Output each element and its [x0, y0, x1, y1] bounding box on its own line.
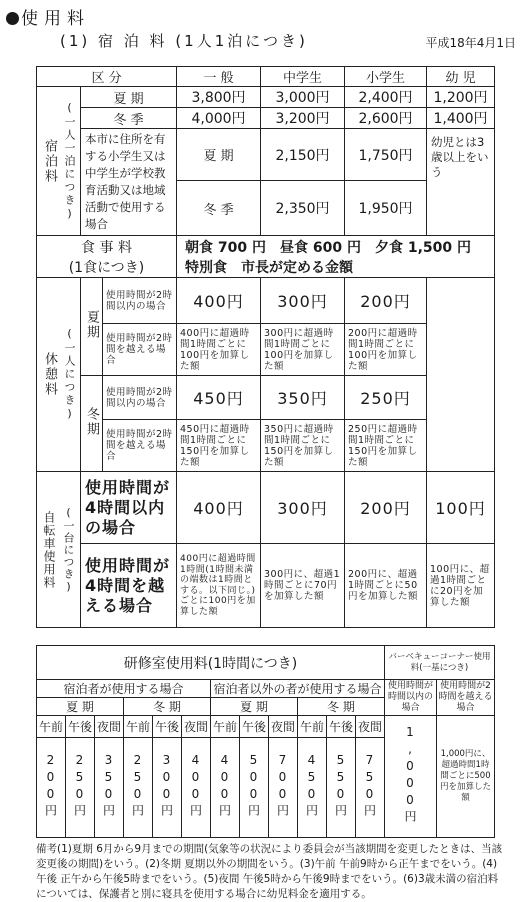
school-summer-elementary: 1,750円 [345, 129, 427, 181]
rest-summer-within-junior: 300円 [261, 278, 345, 324]
rest-winter-within-junior: 350円 [261, 376, 345, 420]
fee-lodger-winter-night: 400円 [182, 738, 211, 838]
rest-summer-over-general: 400円に超過時間1時間ごとに100円を加算した額 [177, 324, 261, 376]
period-am-4: 午前 [298, 716, 327, 738]
rest-winter-over-elementary: 250円に超過時間1時間ごとに150円を加算した額 [345, 420, 427, 472]
header-infant: 幼 児 [427, 67, 495, 87]
effective-date: 平成18年4月1日 [425, 36, 516, 50]
bike-within-elementary: 200円 [345, 472, 427, 544]
rest-within-label: 使用時間が2時間以内の場合 [103, 278, 177, 324]
period-am-1: 午前 [37, 716, 66, 738]
period-night-4: 夜間 [356, 716, 385, 738]
lodging-summer-general: 3,800円 [177, 87, 261, 108]
school-summer-label: 夏 期 [177, 129, 261, 181]
bike-over-general: 400円に超過時間1時間(1時間未満の端数は1時間とする。以下同じ。)ごとに100円を加算した額 [177, 544, 261, 628]
rest-winter-within-elementary: 250円 [345, 376, 427, 420]
fee-lodger-summer-am: 200円 [37, 738, 66, 838]
bbq-value: 1,000円 [385, 716, 437, 838]
fee-nonlodger-winter-am: 450円 [298, 738, 327, 838]
training-title: 研修室使用料(1時間につき) [37, 646, 385, 680]
summer-label: 夏 期 [81, 87, 177, 108]
bbq-within-header: 使用時間が時間以内の場合 [385, 680, 437, 716]
bullet-icon [6, 12, 19, 25]
period-pm-3: 午後 [240, 716, 269, 738]
rest-summer-over-elementary: 200円に超過時間1時間ごとに100円を加算した額 [345, 324, 427, 376]
rest-over-label: 使用時間が2時間を越える場合 [103, 324, 177, 376]
fee-nonlodger-summer-pm: 500円 [240, 738, 269, 838]
meal-label-cell [37, 236, 177, 278]
remarks: 備考(1)夏期 6月から9月までの期間(気象等の状況により委員会が当該期間を変更したときは、当該変更後の期間)をいう。(2)冬期 夏期以外の期間をいう。(3)午前 午前9時から正午までをいう。(4)午後 正午から午後5時までをいう。(5)夜間 午後5時から午後9時までをいう。(6)3歳未満の宿泊料については、保護者と別に寝具を使用する場合に幼児料金を適用する。 [36, 843, 503, 900]
fee-lodger-summer-night: 350円 [95, 738, 124, 838]
bike-side-text: 自転車使用料 [42, 510, 56, 589]
page-title [6, 4, 90, 29]
period-night-1: 夜間 [95, 716, 124, 738]
fee-nonlodger-winter-pm: 550円 [327, 738, 356, 838]
bike-within-general: 400円 [177, 472, 261, 544]
bike-over-elementary: 200円に、超過1時間ごとに50円を加算した額 [345, 544, 427, 628]
meal-prices-cell [177, 236, 495, 278]
bike-within-junior: 300円 [261, 472, 345, 544]
meal-label: 食 事 料 [81, 239, 132, 256]
fee-nonlodger-summer-night: 700円 [269, 738, 298, 838]
lodging-summer-junior: 3,000円 [261, 87, 345, 108]
rest-winter-within-label: 使用時間が2時間以内の場合 [103, 376, 177, 420]
rest-winter-over-junior: 350円に超過時間1時間ごとに150円を加算した額 [261, 420, 345, 472]
rest-summer-label: 夏期 [81, 278, 103, 376]
bbq-title: バーベキューコーナー使用料(一基につき) [385, 646, 495, 680]
rest-summer-within-general: 400円 [177, 278, 261, 324]
bike-within-label: 使用時間が4時間以内の場合 [81, 472, 177, 544]
non-lodgers-header: 宿泊者以外の者が使用する場合 [211, 680, 385, 698]
school-activity-label: 本市に住所を有する小学生又は中学生が学校教育活動又は地域活動で使用する場合 [81, 129, 177, 236]
period-am-2: 午前 [124, 716, 153, 738]
fee-lodger-winter-pm: 300円 [153, 738, 182, 838]
period-night-3: 夜間 [269, 716, 298, 738]
header-general: 一 般 [177, 67, 261, 87]
rest-winter-within-general: 450円 [177, 376, 261, 420]
rest-winter-label: 冬期 [81, 376, 103, 472]
fee-lodger-winter-am: 250円 [124, 738, 153, 838]
rest-side-text: 休憩料 [42, 352, 57, 397]
meal-label-sub: (1食につき) [68, 259, 145, 276]
school-summer-junior: 2,150円 [261, 129, 345, 181]
period-am-3: 午前 [211, 716, 240, 738]
school-winter-junior: 2,350円 [261, 181, 345, 236]
winter-label: 冬 季 [81, 108, 177, 129]
lodging-side-sub: (一人一泊につき) [63, 100, 76, 222]
period-night-2: 夜間 [182, 716, 211, 738]
lodging-winter-infant: 1,400円 [427, 108, 495, 129]
bike-over-junior: 300円に、超過1時間ごとに70円を加算した額 [261, 544, 345, 628]
school-winter-elementary: 1,950円 [345, 181, 427, 236]
rest-infant-empty [427, 278, 495, 472]
fee-nonlodger-summer-am: 400円 [211, 738, 240, 838]
lodging-winter-general: 4,000円 [177, 108, 261, 129]
rest-side-sub: (一人につき) [63, 327, 76, 422]
training-room-table [36, 645, 495, 838]
lodgers-header: 宿泊者が使用する場合 [37, 680, 211, 698]
period-pm-4: 午後 [327, 716, 356, 738]
rest-side-label [37, 278, 81, 472]
lodging-winter-elementary: 2,600円 [345, 108, 427, 129]
school-winter-label: 冬 季 [177, 181, 261, 236]
meal-prices-line1: 朝食 700 円 昼食 600 円 夕食 1,500 円 [185, 239, 471, 256]
period-pm-2: 午後 [153, 716, 182, 738]
lodging-winter-junior: 3,200円 [261, 108, 345, 129]
bike-over-label: 使用時間が4時間を越える場合 [81, 544, 177, 628]
fee-lodger-summer-pm: 250円 [66, 738, 95, 838]
fee-table [36, 66, 495, 628]
non-lodgers-winter: 冬 期 [298, 698, 385, 716]
lodgers-summer: 夏 期 [37, 698, 124, 716]
fee-nonlodger-winter-night: 750円 [356, 738, 385, 838]
period-pm-1: 午後 [66, 716, 95, 738]
bike-side-label [37, 472, 81, 628]
bbq-over-value: 1,000円に、超過時間1時間ごとに500円を加算した額 [437, 716, 495, 838]
header-category: 区 分 [37, 67, 177, 87]
infant-definition-note: 幼児とは3歳以上をいう [427, 129, 495, 236]
rest-winter-over-label: 使用時間が2時間を越える場合 [103, 420, 177, 472]
lodging-side-text: 宿泊料 [42, 138, 57, 184]
lodgers-winter: 冬 期 [124, 698, 211, 716]
bike-over-infant: 100円に、超過1時間ごとに20円を加算した額 [427, 544, 495, 628]
bike-within-infant: 100円 [427, 472, 495, 544]
meal-prices-line2: 特別食 市長が定める金額 [185, 259, 354, 276]
lodging-subtitle: (1) 宿 泊 料 (1人1泊につき) [60, 32, 308, 50]
bbq-over-header: 使用時間が2時間を越える場合 [437, 680, 495, 716]
header-junior-high: 中学生 [261, 67, 345, 87]
non-lodgers-summer: 夏 期 [211, 698, 298, 716]
bike-side-sub: (一台につき) [62, 505, 75, 594]
lodging-summer-elementary: 2,400円 [345, 87, 427, 108]
rest-winter-over-general: 450円に超過時間1時間ごとに150円を加算した額 [177, 420, 261, 472]
rest-summer-within-elementary: 200円 [345, 278, 427, 324]
lodging-summer-infant: 1,200円 [427, 87, 495, 108]
header-elementary: 小学生 [345, 67, 427, 87]
rest-summer-over-junior: 300円に超過時間1時間ごとに100円を加算した額 [261, 324, 345, 376]
title-text: 使用料 [21, 9, 90, 29]
lodging-side-label [37, 87, 81, 236]
